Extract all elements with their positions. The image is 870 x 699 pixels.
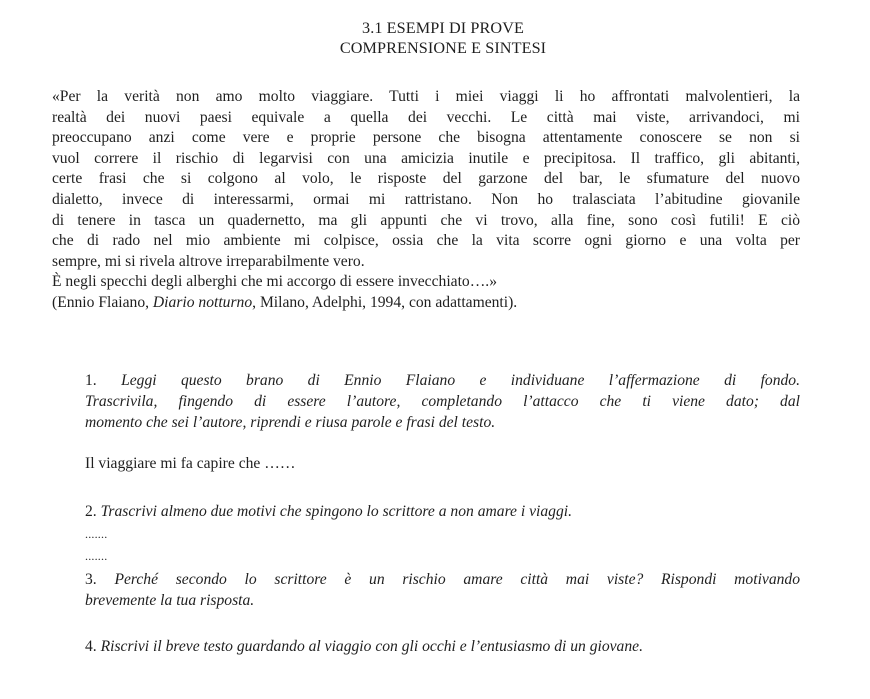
question-text: momento che sei l’autore, riprendi e riusa parole e frasi del testo. <box>85 414 496 431</box>
citation-prefix: (Ennio Flaiano, <box>52 293 153 311</box>
passage-line: realtà dei nuovi paesi equivale a quella dei vecchi. Le città mai viste, arrivandoci, mi <box>52 108 800 126</box>
question-1-line <box>85 413 800 434</box>
section-subtitle: COMPRENSIONE E SINTESI <box>339 39 547 57</box>
quoted-passage <box>52 87 800 314</box>
passage-line: È negli specchi degli alberghi che mi accorgo di essere invecchiato….» <box>52 273 497 291</box>
answer-prompt: Il viaggiare mi fa capire che …… <box>85 455 296 472</box>
answer-placeholder: ....... <box>85 527 108 541</box>
question-text: Riscrivi il breve testo guardando al viaggio con gli occhi e l’entusiasmo di un giovane. <box>100 638 643 655</box>
question-text: Perché secondo lo scrittore è un rischio amare città mai viste? Rispondi motivando <box>114 571 801 588</box>
section-title: 3.1 ESEMPI DI PROVE <box>362 19 524 37</box>
passage-line: di tenere in tasca un quadernetto, ma gli appunti che vi trovo, alla fine, sono così futili! E ciò <box>52 211 800 229</box>
passage-line: vuol correre il rischio di legarvisi con una amicizia inutile e precipitosa. Il traffico, gli abitanti, <box>52 149 800 167</box>
question-3-line <box>85 591 800 612</box>
citation-suffix: , Milano, Adelphi, 1994, con adattamenti). <box>252 293 518 311</box>
citation-work-title: Diario notturno <box>152 293 253 311</box>
question-number: 1. <box>85 372 97 389</box>
passage-line: «Per la verità non amo molto viaggiare. Tutti i miei viaggi li ho affrontati malvolentieri, la <box>52 88 800 105</box>
passage-line: sempre, mi si rivela altrove irreparabilmente vero. <box>52 252 365 270</box>
question-text: brevemente la tua risposta. <box>85 592 255 609</box>
question-text: Trascrivila, fingendo di essere l’autore, completando l’attacco che ti viene dato; dal <box>85 393 800 410</box>
passage-line: certe frasi che si colgono al volo, le risposte del garzone del bar, le sfumature del nuovo <box>52 170 800 188</box>
passage-line: che di rado nel mio ambiente mi colpisce, ossia che la vita scorre ogni giorno e una volta per <box>52 232 800 250</box>
question-text: Trascrivi almeno due motivi che spingono lo scrittore a non amare i viaggi. <box>100 503 572 520</box>
question-text: Leggi questo brano di Ennio Flaiano e individuane l’affermazione di fondo. <box>121 372 800 389</box>
question-1-line <box>85 371 800 392</box>
question-4-line <box>85 637 800 658</box>
question-number: 3. <box>85 571 97 588</box>
question-2-line <box>85 502 800 523</box>
question-1-line <box>85 392 800 413</box>
question-number: 4. <box>85 638 97 655</box>
answer-placeholder: ....... <box>85 549 108 563</box>
passage-citation <box>52 293 800 314</box>
question-number: 2. <box>85 503 97 520</box>
passage-line: dialetto, invece di interessarmi, ormai mi rattristano. Non ho tralasciata l’abitudine giovanile <box>52 190 800 208</box>
question-3-line <box>85 570 800 591</box>
passage-line: preoccupano anzi come vere e proprie persone che bisogna attentamente conoscere se non si <box>52 129 800 147</box>
